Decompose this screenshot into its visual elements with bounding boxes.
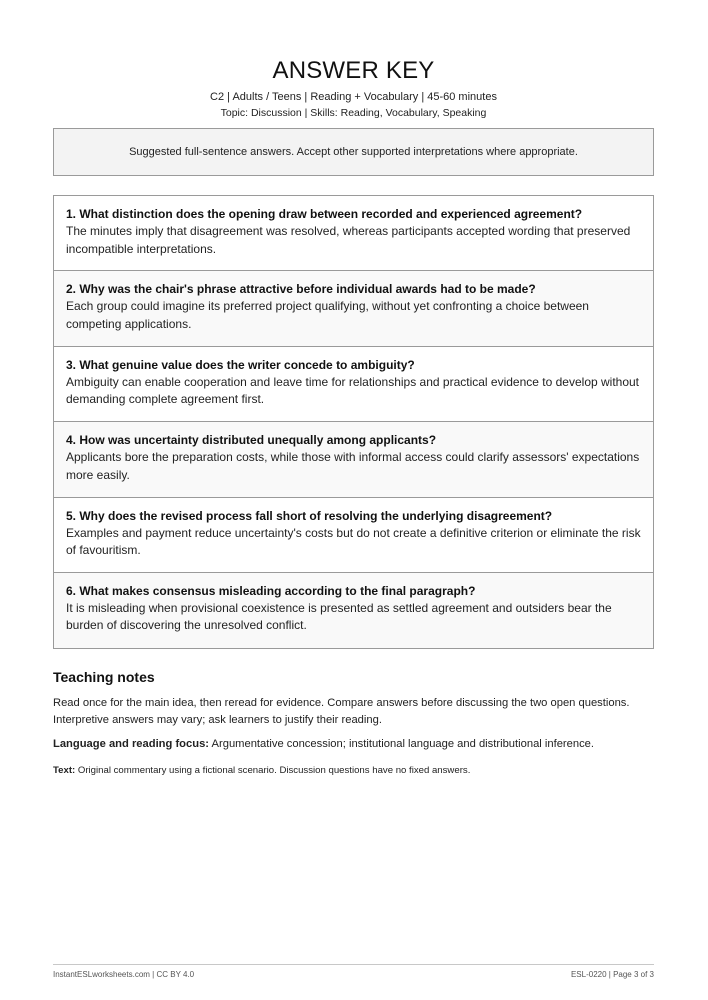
instructions-box (53, 128, 654, 176)
answer-row-6 (54, 573, 653, 648)
reading-focus-label: Language and reading focus: (53, 738, 210, 750)
level-meta: C2 | Adults / Teens | Reading + Vocabulary | 45-60 minutes (210, 91, 497, 103)
question-text: 3. What genuine value does the writer concede to ambiguity? (66, 357, 415, 372)
topic-skills: Topic: Discussion | Skills: Reading, Vocabulary, Speaking (220, 107, 487, 119)
question-text: 4. How was uncertainty distributed unequally among applicants? (66, 433, 437, 448)
footer-license: InstantESLworksheets.com | CC BY 4.0 (53, 970, 195, 979)
answer-table (53, 195, 654, 649)
answer-text: It is misleading when provisional coexistence is presented as settled agreement and outsiders bear the burden of discovering the unresolved conflict. (66, 600, 612, 633)
answer-text: Examples and payment reduce uncertainty's costs but do not create a definitive criterion or eliminate the risk of favouritism. (66, 525, 641, 558)
answer-row-3 (54, 347, 653, 422)
page-title: ANSWER KEY (272, 57, 435, 84)
teaching-notes-heading: Teaching notes (53, 669, 155, 685)
answer-key-page (53, 0, 654, 1000)
answer-text: The minutes imply that disagreement was resolved, whereas participants accepted wording that preserved incompatible interpretations. (66, 224, 631, 256)
answer-text: Each group could imagine its preferred project qualifying, without yet confronting a choice between competing applications. (66, 299, 589, 331)
text-source-note (53, 765, 654, 776)
teaching-notes-body: Read once for the main idea, then reread for evidence. Compare answers before discussing the two open questions. Interpretive answers may vary; ask learners to justify their reading. (53, 697, 630, 726)
footer-page-number: ESL-0220 | Page 3 of 3 (570, 970, 654, 979)
text-source-text: Original commentary using a fictional scenario. Discussion questions have no fixed answers. (77, 765, 471, 776)
question-text: 6. What makes consensus misleading according to the final paragraph? (66, 583, 476, 598)
question-text: 5. Why does the revised process fall short of resolving the underlying disagreement? (66, 508, 553, 523)
footer-divider (53, 964, 654, 965)
text-source-label: Text: (53, 765, 76, 776)
question-text: 2. Why was the chair's phrase attractive before individual awards had to be made? (66, 282, 536, 297)
answer-row-5 (54, 498, 653, 573)
answer-row-1 (54, 196, 653, 271)
answer-text: Ambiguity can enable cooperation and leave time for relationships and practical evidence to develop without demanding complete agreement first. (66, 374, 640, 407)
reading-focus-text: Argumentative concession; institutional language and distributional inference. (211, 738, 595, 750)
question-text: 1. What distinction does the opening draw between recorded and experienced agreement? (66, 207, 583, 221)
answer-row-4 (54, 422, 653, 497)
instructions-text: Suggested full-sentence answers. Accept other supported interpretations where appropriate. (129, 146, 578, 158)
answer-row-2 (54, 271, 653, 346)
answer-text: Applicants bore the preparation costs, while those with informal access could clarify assessors' expectations more easily. (66, 450, 640, 482)
reading-focus (53, 738, 654, 750)
